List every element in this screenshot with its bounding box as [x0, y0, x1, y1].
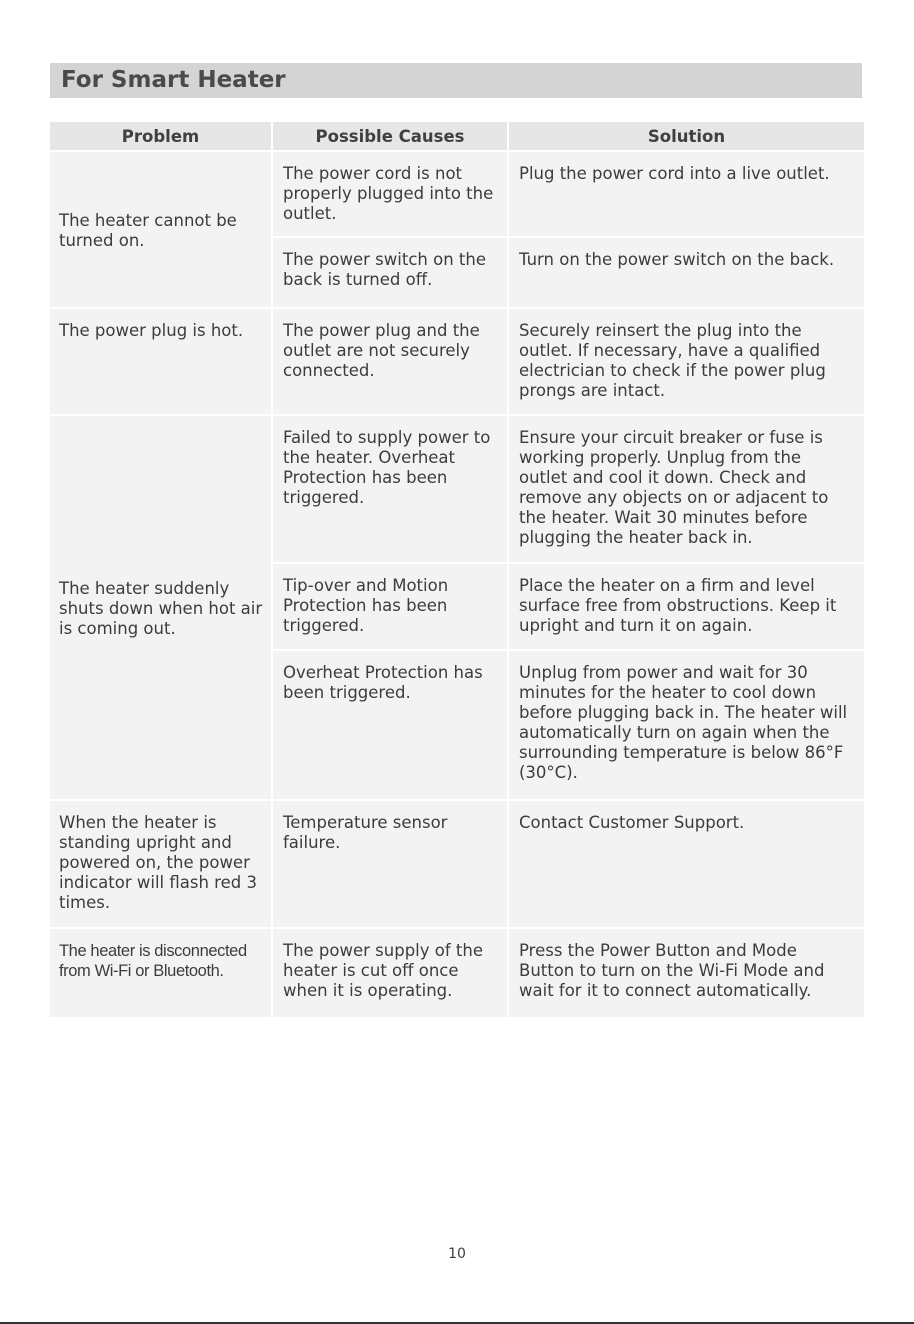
section-title: For Smart Heater — [61, 67, 286, 93]
cause-cell: Temperature sensor failure. — [273, 801, 507, 927]
solution-cell: Contact Customer Support. — [509, 801, 864, 927]
table-row — [50, 309, 864, 414]
problem-cell: The heater suddenly shuts down when hot air is coming out. — [50, 416, 271, 799]
problem-cell: The power plug is hot. — [50, 309, 271, 414]
troubleshooting-table — [48, 120, 866, 1019]
section-header — [50, 63, 862, 98]
table-header-row — [50, 122, 864, 150]
table-row — [50, 929, 864, 1017]
page-number: 10 — [448, 1246, 466, 1262]
solution-cell: Securely reinsert the plug into the outlet. If necessary, have a qualified electrician to check if the power plug prongs are intact. — [509, 309, 864, 414]
solution-cell: Ensure your circuit breaker or fuse is working properly. Unplug from the outlet and cool it down. Check and remove any objects on or adjacent to the heater. Wait 30 minutes before plugging the heater back in. — [509, 416, 864, 562]
cause-cell: The power cord is not properly plugged into the outlet. — [273, 152, 507, 236]
cause-cell: Overheat Protection has been triggered. — [273, 651, 507, 799]
solution-cell: Place the heater on a firm and level surface free from obstructions. Keep it upright and turn it on again. — [509, 564, 864, 649]
problem-cell: When the heater is standing upright and powered on, the power indicator will flash red 3 times. — [50, 801, 271, 927]
solution-cell: Unplug from power and wait for 30 minutes for the heater to cool down before plugging back in. The heater will automatically turn on again when the surrounding temperature is below 86°F (30°C). — [509, 651, 864, 799]
header-problem: Problem — [50, 122, 271, 150]
header-possible-causes: Possible Causes — [273, 122, 507, 150]
table-row — [50, 801, 864, 927]
solution-cell: Plug the power cord into a live outlet. — [509, 152, 864, 236]
table-row — [50, 152, 864, 236]
solution-cell: Turn on the power switch on the back. — [509, 238, 864, 307]
solution-cell: Press the Power Button and Mode Button to turn on the Wi-Fi Mode and wait for it to connect automatically. — [509, 929, 864, 1017]
table-row — [50, 416, 864, 562]
cause-cell: Tip-over and Motion Protection has been triggered. — [273, 564, 507, 649]
cause-cell: The power switch on the back is turned off. — [273, 238, 507, 307]
cause-cell: The power plug and the outlet are not securely connected. — [273, 309, 507, 414]
cause-cell: The power supply of the heater is cut off once when it is operating. — [273, 929, 507, 1017]
problem-cell: The heater is disconnected from Wi-Fi or Bluetooth. — [50, 929, 271, 1017]
header-solution: Solution — [509, 122, 864, 150]
cause-cell: Failed to supply power to the heater. Overheat Protection has been triggered. — [273, 416, 507, 562]
problem-cell: The heater cannot be turned on. — [50, 152, 271, 307]
